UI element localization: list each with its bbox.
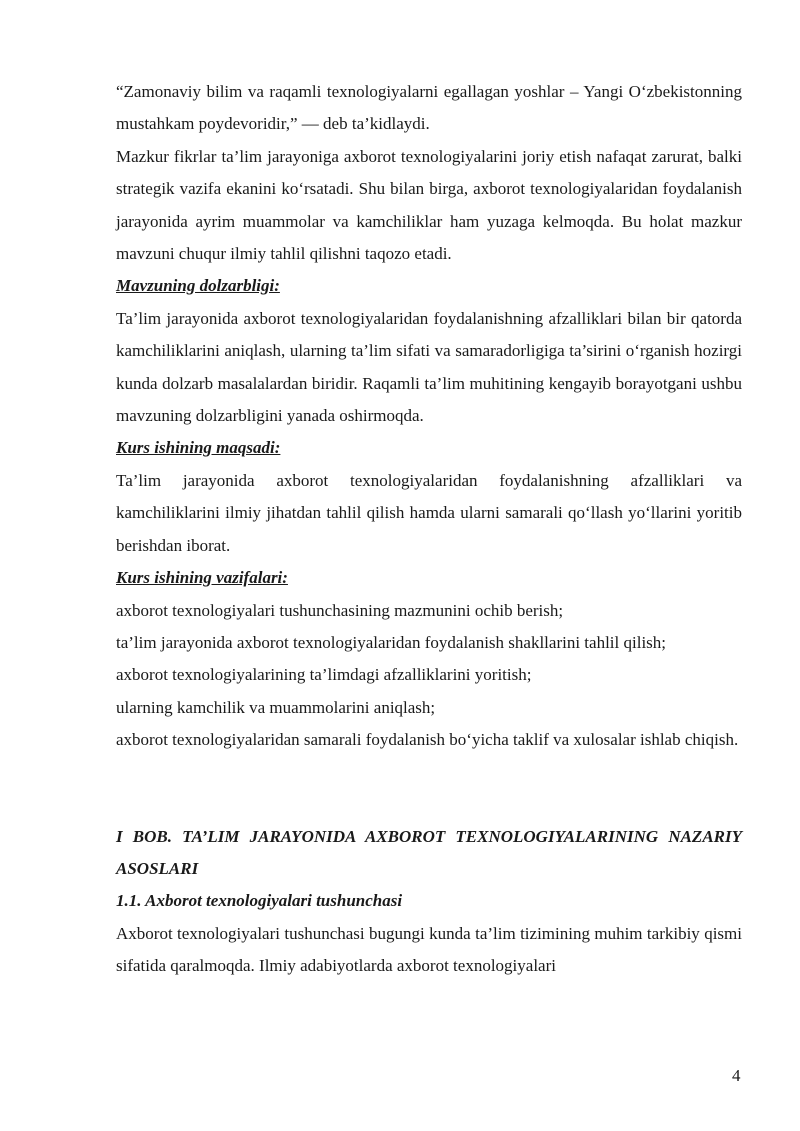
section-spacer xyxy=(116,757,742,821)
goal-heading-text: Kurs ishining maqsadi: xyxy=(116,438,281,458)
page-number: 4 xyxy=(732,1066,741,1085)
section-paragraph: Axborot texnologiyalari tushunchasi bugungi kunda ta’lim tizimining muhim tarkibiy qismi sifatida qaralmoqda. Ilmiy adabiyotlarda axborot texnologiyalari xyxy=(116,923,742,976)
relevance-heading-text: Mavzuning dolzarbligi: xyxy=(116,276,280,296)
task-item: axborot texnologiyalaridan samarali foydalanish bo‘yicha taklif va xulosalar ishlab chiqish. xyxy=(116,730,739,750)
section-title: 1.1. Axborot texnologiyalari tushunchasi xyxy=(116,891,403,911)
task-item: axborot texnologiyalarining ta’limdagi afzalliklarini yoritish; xyxy=(116,665,532,685)
chapter-title: I BOB. TA’LIM JARAYONIDA AXBOROT TEXNOLOGIYALARINING NAZARIY ASOSLARI xyxy=(116,826,742,878)
tasks-heading xyxy=(116,562,742,594)
quote-paragraph: “Zamonaviy bilim va raqamli texnologiyalarni egallagan yoshlar – Yangi O‘zbekistonning mustahkam poydevoridir,” — deb ta’kidlaydi. xyxy=(116,82,742,134)
task-item: ta’lim jarayonida axborot texnologiyalaridan foydalanish shakllarini tahlil qilish; xyxy=(116,632,667,652)
relevance-paragraph: Ta’lim jarayonida axborot texnologiyalaridan foydalanishning afzalliklari bilan bir qatorda kamchiliklarini aniqlash, ularning ta’lim sifati va samaradorligiga ta’sirini o‘rganish hozirgi kunda dolzarb masalalardan biridir. Raqamli ta’lim muhitining kengayib borayotgani ushbu mavzuning dolzarbligini yanada oshirmoqda. xyxy=(116,308,742,426)
goal-paragraph: Ta’lim jarayonida axborot texnologiyalaridan foydalanishning afzalliklari va kamchiliklarini ilmiy jihatdan tahlil qilish hamda ularni samarali qo‘llash yo‘llarini yoritib berishdan iborat. xyxy=(116,470,742,555)
intro-paragraph: Mazkur fikrlar ta’lim jarayoniga axborot texnologiyalarini joriy etish nafaqat zarurat, balki strategik vazifa ekanini ko‘rsatadi. Shu bilan birga, axborot texnologiyalaridan foydalanish jarayonida ayrim muammolar va kamchiliklar ham yuzaga kelmoqda. Bu holat mazkur mavzuni chuqur ilmiy tahlil qilishni taqozo etadi. xyxy=(116,146,742,264)
task-item: axborot texnologiyalari tushunchasining mazmunini ochib berish; xyxy=(116,600,564,620)
document-page xyxy=(116,76,742,983)
tasks-heading-text: Kurs ishining vazifalari: xyxy=(116,568,288,588)
relevance-heading xyxy=(116,270,742,302)
task-item: ularning kamchilik va muammolarini aniqlash; xyxy=(116,697,436,717)
goal-heading xyxy=(116,432,742,464)
